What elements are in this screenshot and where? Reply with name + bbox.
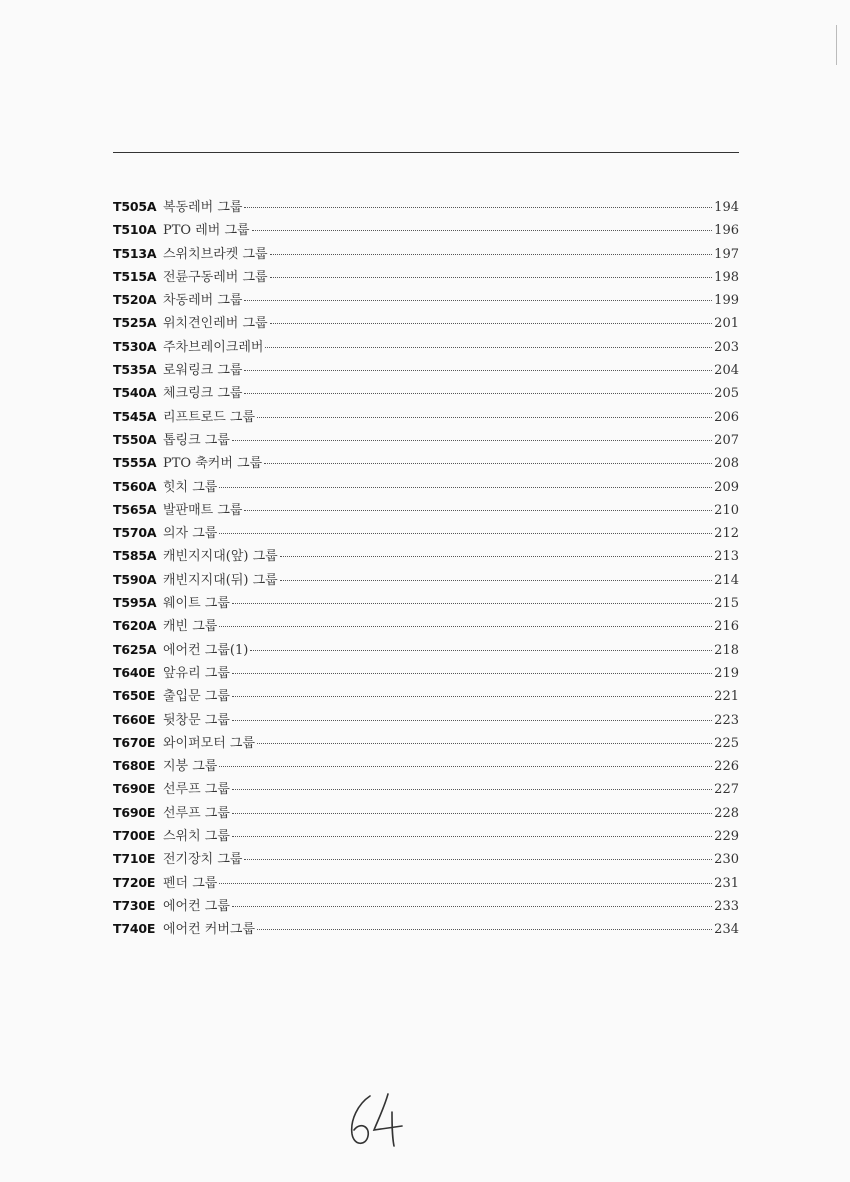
toc-entry-page-number: 208 bbox=[714, 456, 739, 472]
toc-entry-title: 전륜구동레버 그룹 bbox=[163, 269, 268, 285]
toc-entry-title: 캐빈 그룹 bbox=[163, 619, 218, 635]
toc-entry bbox=[113, 288, 739, 311]
toc-entry-page-number: 227 bbox=[714, 782, 739, 798]
toc-entry-page-number: 204 bbox=[714, 363, 739, 379]
toc-entry bbox=[113, 405, 739, 428]
dot-leader bbox=[232, 720, 712, 721]
dot-leader bbox=[232, 603, 712, 604]
toc-entry-code: T710E bbox=[113, 851, 156, 867]
dot-leader bbox=[250, 650, 712, 651]
toc-entry-code: T550A bbox=[113, 431, 157, 447]
toc-entry-page-number: 196 bbox=[714, 223, 739, 239]
toc-entry-title: 체크링크 그룹 bbox=[163, 386, 243, 402]
dot-leader bbox=[232, 789, 712, 790]
toc-entry bbox=[113, 451, 739, 474]
toc-entry-page-number: 199 bbox=[714, 293, 739, 309]
toc-entry-title: 출입문 그룹 bbox=[163, 689, 230, 705]
toc-entry-code: T560A bbox=[113, 478, 157, 494]
toc-entry bbox=[113, 242, 739, 265]
toc-entry-title: 주차브레이크레버 bbox=[163, 339, 264, 355]
toc-entry-page-number: 219 bbox=[714, 665, 739, 681]
dot-leader bbox=[270, 254, 713, 255]
toc-entry-page-number: 229 bbox=[714, 829, 739, 845]
dot-leader bbox=[219, 626, 712, 627]
toc-entry-page-number: 233 bbox=[714, 898, 739, 914]
toc-entry-code: T620A bbox=[113, 618, 157, 634]
toc-entry-page-number: 214 bbox=[714, 572, 739, 588]
toc-entry bbox=[113, 824, 739, 847]
toc-entry-code: T670E bbox=[113, 734, 156, 750]
dot-leader bbox=[244, 859, 712, 860]
toc-entry-code: T650E bbox=[113, 688, 156, 704]
toc-entry bbox=[113, 498, 739, 521]
toc-entry-code: T730E bbox=[113, 897, 156, 913]
toc-entry bbox=[113, 661, 739, 684]
toc-entry-title: 뒷창문 그룹 bbox=[163, 712, 230, 728]
toc-entry-title: 웨이트 그룹 bbox=[163, 596, 230, 612]
scan-edge-mark bbox=[836, 25, 837, 65]
dot-leader bbox=[280, 556, 712, 557]
toc-entry-code: T585A bbox=[113, 548, 157, 564]
toc-entry bbox=[113, 218, 739, 241]
toc-entry-title: 선루프 그룹 bbox=[163, 805, 230, 821]
toc-entry bbox=[113, 777, 739, 800]
dot-leader bbox=[219, 766, 712, 767]
toc-entry bbox=[113, 801, 739, 824]
toc-entry-page-number: 221 bbox=[714, 689, 739, 705]
dot-leader bbox=[257, 743, 712, 744]
toc-entry-code: T555A bbox=[113, 455, 157, 471]
toc-entry-code: T505A bbox=[113, 199, 157, 214]
dot-leader bbox=[244, 300, 712, 301]
dot-leader bbox=[244, 393, 712, 394]
toc-entry-page-number: 228 bbox=[714, 805, 739, 821]
toc-entry bbox=[113, 917, 739, 940]
toc-entry-title: 와이퍼모터 그룹 bbox=[163, 735, 256, 751]
toc-entry-title: 힛치 그룹 bbox=[163, 479, 218, 495]
toc-entry bbox=[113, 614, 739, 637]
toc-entry-title: 선루프 그룹 bbox=[163, 782, 230, 798]
dot-leader bbox=[257, 417, 712, 418]
toc-entry-page-number: 201 bbox=[714, 316, 739, 332]
svg-text:64: 64 bbox=[340, 1090, 342, 1091]
toc-entry-page-number: 198 bbox=[714, 269, 739, 285]
toc-entry bbox=[113, 265, 739, 288]
toc-entry-code: T515A bbox=[113, 268, 157, 284]
dot-leader bbox=[219, 883, 712, 884]
toc-entry-page-number: 225 bbox=[714, 735, 739, 751]
toc-entry-page-number: 215 bbox=[714, 596, 739, 612]
toc-entry-page-number: 231 bbox=[714, 875, 739, 891]
toc-entry-title: 스위치 그룹 bbox=[163, 829, 230, 845]
toc-entry bbox=[113, 311, 739, 334]
toc-entry bbox=[113, 568, 739, 591]
table-of-contents bbox=[113, 195, 739, 941]
toc-entry-page-number: 210 bbox=[714, 502, 739, 518]
toc-entry bbox=[113, 754, 739, 777]
toc-entry-code: T513A bbox=[113, 245, 157, 261]
handwritten-page-number bbox=[340, 1090, 410, 1150]
toc-entry-code: T690E bbox=[113, 804, 156, 820]
toc-entry-title: 톱링크 그룹 bbox=[163, 432, 230, 448]
toc-entry-code: T720E bbox=[113, 874, 156, 890]
toc-entry-title: 위치견인레버 그룹 bbox=[163, 316, 268, 332]
toc-entry-code: T540A bbox=[113, 385, 157, 401]
toc-entry-code: T530A bbox=[113, 338, 157, 354]
toc-entry bbox=[113, 521, 739, 544]
toc-entry-page-number: 212 bbox=[714, 526, 739, 542]
dot-leader bbox=[232, 440, 712, 441]
toc-entry-code: T565A bbox=[113, 501, 157, 517]
dot-leader bbox=[232, 673, 712, 674]
toc-entry-title: PTO 축커버 그룹 bbox=[163, 456, 263, 472]
toc-entry-code: T590A bbox=[113, 571, 157, 587]
dot-leader bbox=[244, 510, 712, 511]
toc-entry bbox=[113, 708, 739, 731]
toc-entry-title: 지붕 그룹 bbox=[163, 759, 218, 775]
toc-entry-code: T740E bbox=[113, 921, 156, 937]
toc-entry-page-number: 218 bbox=[714, 642, 739, 658]
dot-leader bbox=[264, 463, 712, 464]
toc-entry-code: T510A bbox=[113, 222, 157, 238]
dot-leader bbox=[280, 580, 712, 581]
toc-entry bbox=[113, 894, 739, 917]
dot-leader bbox=[257, 929, 712, 930]
toc-entry-code: T680E bbox=[113, 758, 156, 774]
toc-entry-code: T700E bbox=[113, 828, 156, 844]
toc-entry-code: T625A bbox=[113, 641, 157, 657]
toc-entry-title: 전기장치 그룹 bbox=[163, 852, 243, 868]
toc-entry bbox=[113, 428, 739, 451]
toc-entry-code: T640E bbox=[113, 664, 156, 680]
toc-entry-page-number: 213 bbox=[714, 549, 739, 565]
toc-entry-page-number: 206 bbox=[714, 409, 739, 425]
toc-entry-page-number: 209 bbox=[714, 479, 739, 495]
toc-entry-title: PTO 레버 그룹 bbox=[163, 223, 250, 239]
dot-leader bbox=[219, 487, 712, 488]
toc-entry-title: 앞유리 그룹 bbox=[163, 665, 230, 681]
toc-entry-code: T570A bbox=[113, 525, 157, 541]
toc-entry bbox=[113, 591, 739, 614]
toc-entry-code: T660E bbox=[113, 711, 156, 727]
toc-entry bbox=[113, 871, 739, 894]
dot-leader bbox=[265, 347, 712, 348]
toc-entry-page-number: 230 bbox=[714, 852, 739, 868]
toc-entry bbox=[113, 335, 739, 358]
dot-leader bbox=[232, 696, 712, 697]
toc-entry-code: T520A bbox=[113, 292, 157, 308]
toc-entry-title: 에어컨 그룹(1) bbox=[163, 642, 249, 658]
dot-leader bbox=[244, 370, 712, 371]
toc-entry-title: 발판매트 그룹 bbox=[163, 502, 243, 518]
toc-entry-code: T545A bbox=[113, 408, 157, 424]
dot-leader bbox=[244, 207, 712, 208]
toc-entry-code: T690E bbox=[113, 781, 156, 797]
toc-entry-page-number: 197 bbox=[714, 246, 739, 262]
dot-leader bbox=[252, 230, 713, 231]
toc-entry-code: T525A bbox=[113, 315, 157, 331]
dot-leader bbox=[232, 813, 712, 814]
dot-leader bbox=[270, 277, 713, 278]
toc-entry-title: 로워링크 그룹 bbox=[163, 363, 243, 379]
toc-entry bbox=[113, 475, 739, 498]
toc-entry-title: 캐빈지지대(앞) 그룹 bbox=[163, 549, 278, 565]
dot-leader bbox=[219, 533, 712, 534]
toc-entry-title: 스위치브라켓 그룹 bbox=[163, 246, 268, 262]
toc-entry bbox=[113, 684, 739, 707]
toc-entry bbox=[113, 358, 739, 381]
toc-entry-page-number: 226 bbox=[714, 759, 739, 775]
toc-entry-page-number: 194 bbox=[714, 200, 739, 215]
toc-entry-title: 에어컨 커버그룹 bbox=[163, 922, 256, 938]
toc-entry-code: T595A bbox=[113, 595, 157, 611]
toc-entry-page-number: 223 bbox=[714, 712, 739, 728]
toc-entry-title: 차동레버 그룹 bbox=[163, 293, 243, 309]
dot-leader bbox=[270, 323, 713, 324]
toc-entry bbox=[113, 195, 739, 218]
toc-entry-title: 펜더 그룹 bbox=[163, 875, 218, 891]
toc-entry-title: 리프트로드 그룹 bbox=[163, 409, 256, 425]
toc-entry bbox=[113, 731, 739, 754]
toc-entry bbox=[113, 847, 739, 870]
toc-entry-page-number: 207 bbox=[714, 432, 739, 448]
toc-entry bbox=[113, 638, 739, 661]
toc-entry-code: T535A bbox=[113, 362, 157, 378]
dot-leader bbox=[232, 836, 712, 837]
toc-entry-title: 복동레버 그룹 bbox=[163, 200, 243, 215]
toc-entry bbox=[113, 381, 739, 404]
toc-entry-title: 에어컨 그룹 bbox=[163, 898, 230, 914]
toc-entry-page-number: 205 bbox=[714, 386, 739, 402]
toc-entry-page-number: 234 bbox=[714, 922, 739, 938]
toc-entry-title: 캐빈지지대(뒤) 그룹 bbox=[163, 572, 278, 588]
dot-leader bbox=[232, 906, 712, 907]
toc-entry-page-number: 216 bbox=[714, 619, 739, 635]
toc-entry-title: 의자 그룹 bbox=[163, 526, 218, 542]
header-rule bbox=[113, 152, 739, 153]
toc-entry bbox=[113, 544, 739, 567]
toc-entry-page-number: 203 bbox=[714, 339, 739, 355]
